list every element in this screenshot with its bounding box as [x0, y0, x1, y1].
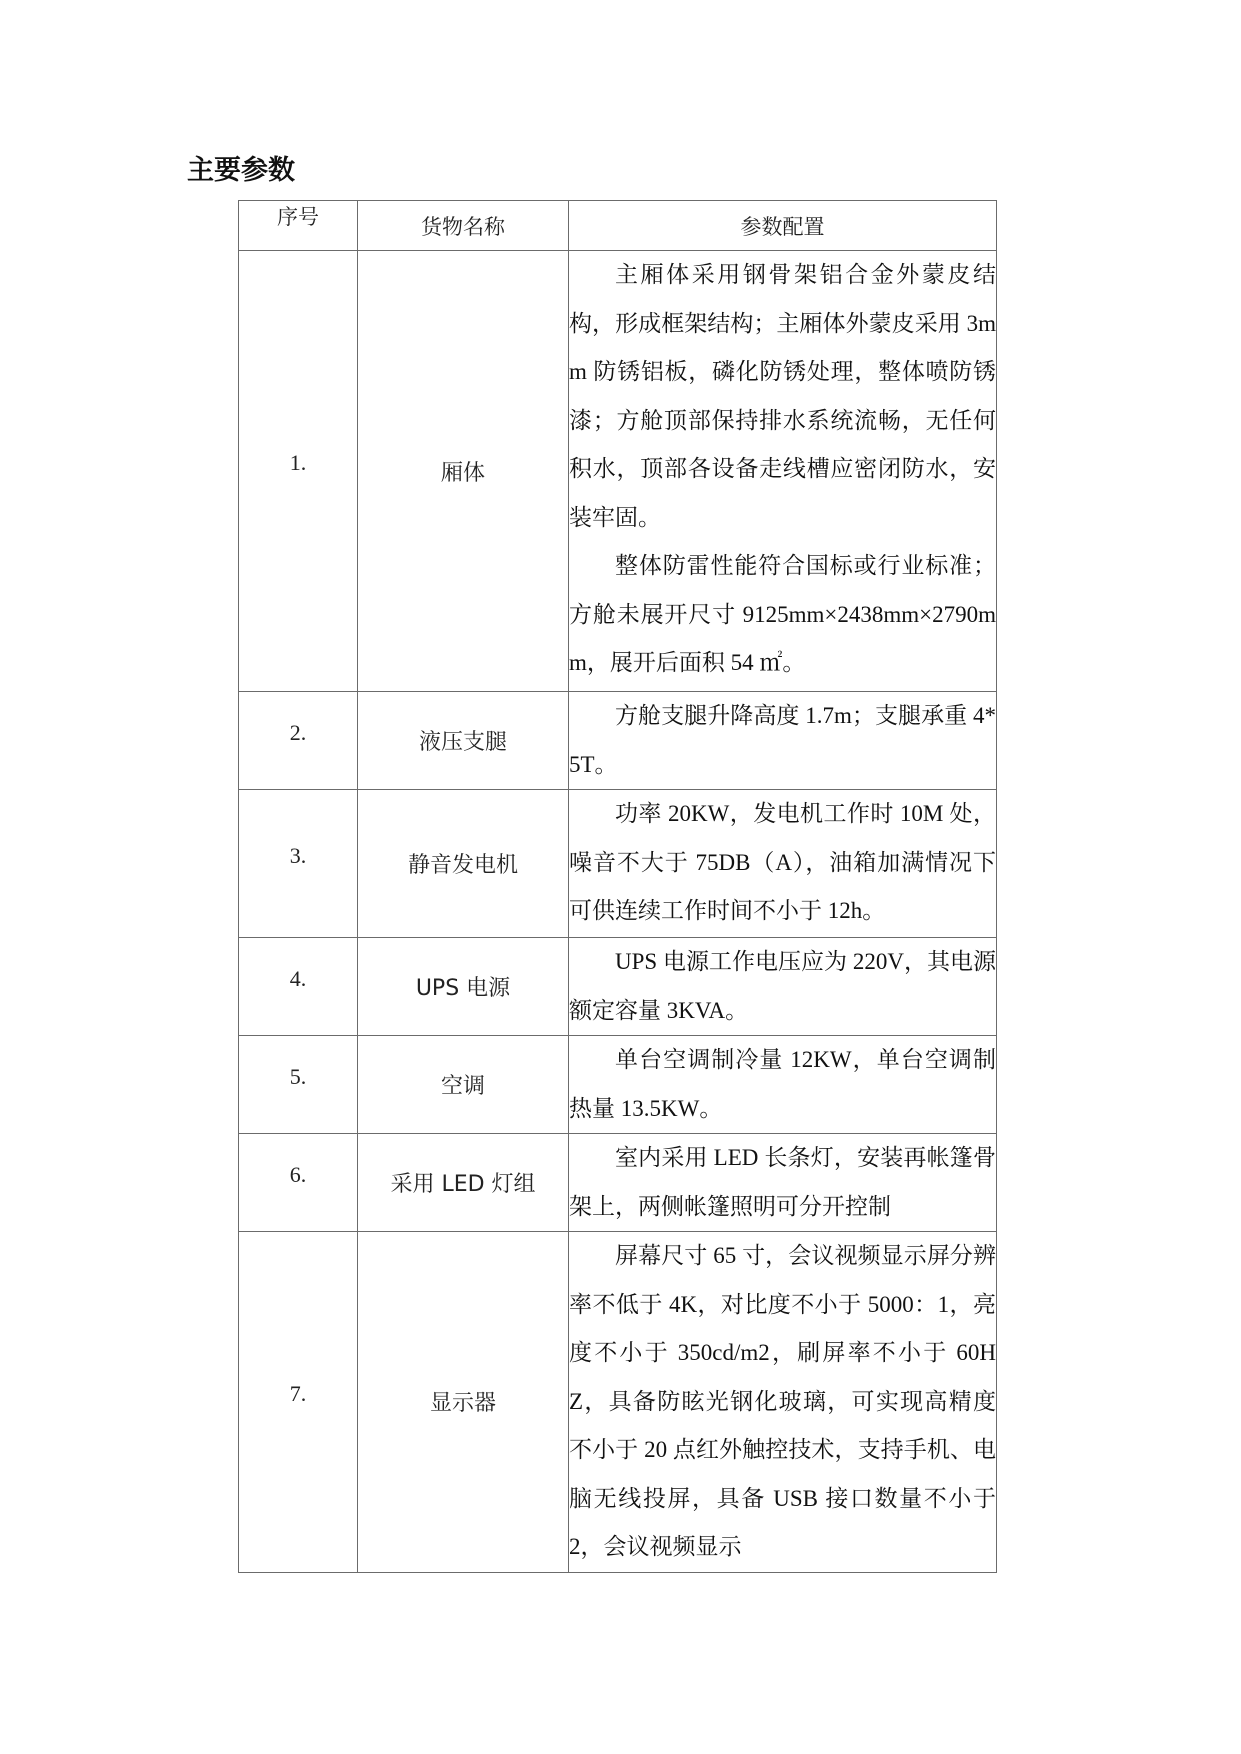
row-name: UPS 电源: [358, 938, 569, 1036]
row-name: 空调: [358, 1036, 569, 1134]
section-title: 主要参数: [187, 155, 295, 186]
parameters-table: [238, 200, 997, 1573]
header-params: 参数配置: [569, 201, 997, 251]
row-params: UPS 电源工作电压应为 220V，其电源额定容量 3KVA。: [569, 938, 997, 1036]
row-name: 静音发电机: [358, 790, 569, 938]
table-row: [239, 790, 997, 938]
table-row: [239, 1134, 997, 1232]
row-params: 单台空调制冷量 12KW，单台空调制热量 13.5KW。: [569, 1036, 997, 1134]
table-row: [239, 1036, 997, 1134]
row-index: 3.: [239, 790, 358, 938]
row-params: 屏幕尺寸 65 寸，会议视频显示屏分辨率不低于 4K，对比度不小于 5000：1，亮度不小于 350cd/m2，刷屏率不小于 60HZ，具备防眩光钢化玻璃，可实现高精度不小于 20 点红外触控技术，支持手机、电脑无线投屏，具备 USB 接口数量不小于 2，会议视频显示: [569, 1232, 997, 1573]
row-params: 室内采用 LED 长条灯，安装再帐篷骨架上，两侧帐篷照明可分开控制: [569, 1134, 997, 1232]
row-name: 采用 LED 灯组: [358, 1134, 569, 1232]
row-params: 主厢体采用钢骨架铝合金外蒙皮结构，形成框架结构；主厢体外蒙皮采用 3mm 防锈铝板，磷化防锈处理，整体喷防锈漆；方舱顶部保持排水系统流畅，无任何积水，顶部各设备走线槽应密闭防水，安装牢固。 整体防雷性能符合国标或行业标准；方舱未展开尺寸 9125mm×2438mm×2790mm，展开后面积 54 ㎡。: [569, 251, 997, 692]
row-index: 1.: [239, 251, 358, 692]
row-name: 显示器: [358, 1232, 569, 1573]
row-index: 4.: [239, 938, 358, 1036]
row-index: 2.: [239, 692, 358, 790]
table-row: [239, 692, 997, 790]
row-params: 方舱支腿升降高度 1.7m；支腿承重 4*5T。: [569, 692, 997, 790]
row-params: 功率 20KW，发电机工作时 10M 处，噪音不大于 75DB（A），油箱加满情况下可供连续工作时间不小于 12h。: [569, 790, 997, 938]
row-name: 液压支腿: [358, 692, 569, 790]
table-row: [239, 1232, 997, 1573]
header-index: 序号: [239, 201, 358, 251]
row-index: 7.: [239, 1232, 358, 1573]
row-name: 厢体: [358, 251, 569, 692]
row-index: 5.: [239, 1036, 358, 1134]
row-index: 6.: [239, 1134, 358, 1232]
table-header-row: [239, 201, 997, 251]
table-row: [239, 251, 997, 692]
header-name: 货物名称: [358, 201, 569, 251]
table-row: [239, 938, 997, 1036]
